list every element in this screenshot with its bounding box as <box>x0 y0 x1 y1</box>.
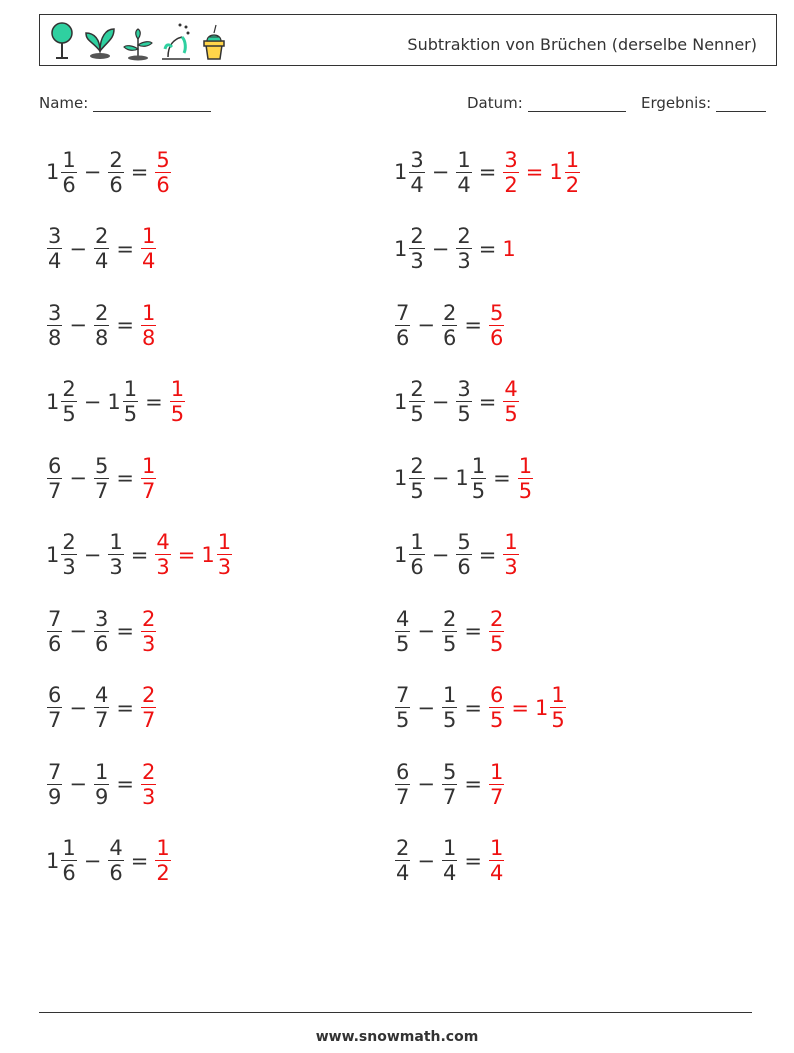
fraction <box>155 836 170 885</box>
numerator: 2 <box>141 606 156 631</box>
denominator: 5 <box>396 631 410 656</box>
denominator: 6 <box>457 555 471 579</box>
fraction <box>108 530 123 579</box>
denominator: 5 <box>62 402 76 426</box>
equals-sign: = <box>511 695 529 720</box>
denominator: 6 <box>48 631 62 656</box>
equals-sign: = <box>464 695 482 720</box>
problem <box>46 525 233 585</box>
numerator: 3 <box>410 147 424 172</box>
denominator: 8 <box>48 325 62 350</box>
problem <box>394 448 534 508</box>
fraction <box>489 836 504 885</box>
denominator: 3 <box>141 784 156 809</box>
name-field <box>39 94 211 112</box>
fraction <box>94 683 109 732</box>
minus-sign: − <box>431 389 450 414</box>
numerator: 6 <box>48 683 62 707</box>
fraction <box>442 760 457 809</box>
problem <box>394 525 520 585</box>
minus-sign: − <box>83 160 102 184</box>
denominator: 4 <box>442 861 457 885</box>
equals-sign: = <box>130 160 149 184</box>
fraction <box>503 377 518 426</box>
problem <box>46 142 172 202</box>
numerator: 3 <box>504 147 518 172</box>
denominator: 7 <box>48 478 62 503</box>
denominator: 4 <box>141 249 156 273</box>
equals-sign: = <box>116 619 134 643</box>
numerator: 1 <box>442 836 457 860</box>
fraction <box>489 301 504 350</box>
denominator: 3 <box>62 555 76 579</box>
whole-number: 1 <box>394 389 408 414</box>
problem <box>46 831 172 891</box>
denominator: 4 <box>489 861 504 885</box>
problem <box>394 831 505 891</box>
numerator: 2 <box>442 606 457 631</box>
minus-sign: − <box>431 466 450 490</box>
fraction <box>61 530 76 579</box>
denominator: 5 <box>489 708 504 732</box>
numerator: 2 <box>109 147 123 172</box>
fraction <box>395 301 410 350</box>
fraction <box>123 377 138 426</box>
fraction <box>94 607 109 656</box>
fraction <box>518 454 533 503</box>
denominator: 5 <box>396 708 410 732</box>
numerator: 2 <box>396 836 410 860</box>
fraction <box>442 683 457 732</box>
whole-number: 1 <box>455 466 469 490</box>
numerator: 2 <box>62 530 76 554</box>
fraction <box>503 148 518 197</box>
fraction <box>395 760 410 809</box>
numerator: 6 <box>489 683 504 707</box>
fraction <box>94 454 109 503</box>
numerator: 7 <box>48 759 62 784</box>
fraction <box>456 530 471 579</box>
minus-sign: − <box>417 695 435 720</box>
fraction <box>94 301 109 350</box>
problem <box>394 601 505 661</box>
numerator: 1 <box>94 759 109 784</box>
numerator: 5 <box>156 147 170 172</box>
equals-sign: = <box>478 389 497 414</box>
numerator: 1 <box>62 836 76 860</box>
equals-sign: = <box>116 772 134 796</box>
integer-value: 1 <box>502 236 516 261</box>
minus-sign: − <box>69 236 87 261</box>
numerator: 1 <box>141 300 156 325</box>
numerator: 4 <box>156 530 170 554</box>
numerator: 1 <box>156 836 170 860</box>
fraction <box>61 377 76 426</box>
fraction <box>155 148 170 197</box>
denominator: 6 <box>62 861 76 885</box>
numerator: 2 <box>141 759 156 784</box>
fraction <box>108 836 123 885</box>
denominator: 8 <box>94 325 109 350</box>
fraction <box>47 760 62 809</box>
denominator: 5 <box>410 402 424 426</box>
numerator: 5 <box>489 300 504 325</box>
equals-sign: = <box>116 466 134 490</box>
denominator: 7 <box>489 784 504 809</box>
denominator: 3 <box>156 555 170 579</box>
equals-sign: = <box>493 466 511 490</box>
denominator: 5 <box>410 478 424 503</box>
numerator: 7 <box>396 683 410 707</box>
numerator: 1 <box>504 530 518 554</box>
fraction <box>442 836 457 885</box>
problem <box>394 295 505 355</box>
date-field <box>467 94 626 112</box>
potted-plant-icon <box>198 19 230 63</box>
denominator: 4 <box>457 172 471 197</box>
equals-sign: = <box>525 160 544 184</box>
minus-sign: − <box>69 313 87 337</box>
whole-number: 1 <box>107 389 121 414</box>
fraction <box>47 454 62 503</box>
numerator: 1 <box>457 147 471 172</box>
numerator: 2 <box>410 377 424 401</box>
problem <box>46 754 157 814</box>
whole-number: 1 <box>394 466 408 490</box>
numerator: 3 <box>94 606 109 631</box>
whole-number: 1 <box>549 160 563 184</box>
name-label: Name: <box>39 94 89 112</box>
denominator: 6 <box>442 325 457 350</box>
tree-icon <box>46 19 78 63</box>
problem <box>46 372 186 432</box>
fraction <box>141 301 156 350</box>
numerator: 5 <box>442 759 457 784</box>
fraction <box>94 760 109 809</box>
fraction <box>108 148 123 197</box>
problem <box>394 678 567 738</box>
minus-sign: − <box>417 313 435 337</box>
numerator: 1 <box>141 224 156 248</box>
minus-sign: − <box>83 542 102 567</box>
numerator: 4 <box>94 683 109 707</box>
fraction <box>141 607 156 656</box>
denominator: 5 <box>489 631 504 656</box>
numerator: 1 <box>442 683 457 707</box>
minus-sign: − <box>417 848 435 873</box>
minus-sign: − <box>431 236 450 261</box>
numerator: 1 <box>471 453 486 478</box>
fraction <box>141 760 156 809</box>
numerator: 3 <box>457 377 471 401</box>
numerator: 1 <box>170 377 185 401</box>
numerator: 1 <box>489 759 504 784</box>
denominator: 6 <box>156 172 170 197</box>
fraction <box>409 530 424 579</box>
denominator: 4 <box>48 249 62 273</box>
equals-sign: = <box>478 236 497 261</box>
numerator: 7 <box>48 606 62 631</box>
numerator: 2 <box>457 224 471 248</box>
numerator: 4 <box>504 377 518 401</box>
denominator: 3 <box>109 555 123 579</box>
denominator: 6 <box>109 172 123 197</box>
problem <box>394 754 505 814</box>
numerator: 6 <box>48 453 62 478</box>
fraction <box>47 683 62 732</box>
fraction <box>550 683 565 732</box>
fraction <box>409 148 424 197</box>
equals-sign: = <box>478 160 497 184</box>
denominator: 9 <box>48 784 62 809</box>
minus-sign: − <box>83 389 102 414</box>
problem <box>46 601 157 661</box>
denominator: 7 <box>141 478 156 503</box>
denominator: 5 <box>457 402 471 426</box>
fraction <box>395 836 410 885</box>
problem <box>46 678 157 738</box>
minus-sign: − <box>69 695 87 720</box>
fraction <box>395 683 410 732</box>
denominator: 5 <box>518 478 533 503</box>
equals-sign: = <box>177 542 196 567</box>
fraction <box>456 224 471 273</box>
denominator: 6 <box>62 172 76 197</box>
denominator: 7 <box>48 708 62 732</box>
numerator: 3 <box>48 300 62 325</box>
denominator: 7 <box>94 708 109 732</box>
denominator: 6 <box>94 631 109 656</box>
denominator: 5 <box>471 478 486 503</box>
denominator: 2 <box>565 172 580 197</box>
denominator: 6 <box>489 325 504 350</box>
fraction <box>503 530 518 579</box>
date-line[interactable] <box>528 95 626 112</box>
numerator: 5 <box>94 453 109 478</box>
fraction <box>442 607 457 656</box>
equals-sign: = <box>464 848 482 873</box>
denominator: 2 <box>156 861 170 885</box>
result-line[interactable] <box>716 95 766 112</box>
equals-sign: = <box>116 236 134 261</box>
fraction <box>141 683 156 732</box>
fraction <box>61 148 76 197</box>
sprout-icon <box>84 19 116 63</box>
denominator: 3 <box>217 555 232 579</box>
numerator: 1 <box>217 530 232 554</box>
numerator: 2 <box>410 453 424 478</box>
footer-divider <box>39 1012 752 1013</box>
denominator: 5 <box>123 402 138 426</box>
numerator: 2 <box>62 377 76 401</box>
result-field <box>641 94 766 112</box>
whole-number: 1 <box>394 236 408 261</box>
denominator: 3 <box>141 631 156 656</box>
whole-number: 1 <box>394 542 408 567</box>
fraction <box>489 760 504 809</box>
denominator: 7 <box>442 784 457 809</box>
numerator: 2 <box>489 606 504 631</box>
fraction <box>94 224 109 273</box>
equals-sign: = <box>130 848 149 873</box>
name-line[interactable] <box>93 95 211 112</box>
equals-sign: = <box>130 542 149 567</box>
whole-number: 1 <box>46 542 60 567</box>
denominator: 5 <box>170 402 185 426</box>
problem <box>394 372 520 432</box>
denominator: 3 <box>410 249 424 273</box>
whole-number: 1 <box>534 695 549 720</box>
fraction <box>395 607 410 656</box>
numerator: 1 <box>565 147 580 172</box>
problem <box>46 295 157 355</box>
fraction <box>565 148 580 197</box>
denominator: 2 <box>504 172 518 197</box>
worksheet-header <box>39 14 777 66</box>
minus-sign: − <box>431 542 450 567</box>
denominator: 4 <box>396 861 410 885</box>
equals-sign: = <box>478 542 497 567</box>
watering-plant-icon <box>160 19 192 63</box>
denominator: 9 <box>94 784 109 809</box>
problem <box>394 142 581 202</box>
numerator: 2 <box>442 300 457 325</box>
numerator: 6 <box>396 759 410 784</box>
numerator: 1 <box>518 453 533 478</box>
minus-sign: − <box>69 772 87 796</box>
worksheet-title: Subtraktion von Brüchen (derselbe Nenner) <box>407 35 757 54</box>
seedling-icon <box>122 19 154 63</box>
denominator: 4 <box>94 249 109 273</box>
fraction <box>409 377 424 426</box>
numerator: 2 <box>410 224 424 248</box>
fraction <box>409 454 424 503</box>
denominator: 7 <box>141 708 156 732</box>
plant-icons <box>46 19 230 63</box>
denominator: 7 <box>94 478 109 503</box>
numerator: 5 <box>457 530 471 554</box>
equals-sign: = <box>145 389 163 414</box>
fraction <box>141 454 156 503</box>
numerator: 2 <box>94 224 109 248</box>
denominator: 8 <box>141 325 156 350</box>
whole-number: 1 <box>46 389 60 414</box>
minus-sign: − <box>417 619 435 643</box>
fraction <box>61 836 76 885</box>
denominator: 3 <box>504 555 518 579</box>
minus-sign: − <box>83 848 102 873</box>
fraction <box>217 530 232 579</box>
equals-sign: = <box>464 772 482 796</box>
fraction <box>456 148 471 197</box>
numerator: 1 <box>410 530 424 554</box>
numerator: 4 <box>109 836 123 860</box>
equals-sign: = <box>116 313 134 337</box>
numerator: 1 <box>62 147 76 172</box>
whole-number: 1 <box>201 542 215 567</box>
fraction <box>409 224 424 273</box>
date-label: Datum: <box>467 94 523 112</box>
fraction <box>47 224 62 273</box>
denominator: 4 <box>410 172 424 197</box>
whole-number: 1 <box>46 848 60 873</box>
numerator: 1 <box>489 836 504 860</box>
problem <box>46 448 157 508</box>
denominator: 5 <box>504 402 518 426</box>
minus-sign: − <box>69 619 87 643</box>
denominator: 5 <box>442 631 457 656</box>
fraction <box>471 454 486 503</box>
numerator: 1 <box>109 530 123 554</box>
equals-sign: = <box>464 619 482 643</box>
denominator: 6 <box>396 325 410 350</box>
denominator: 5 <box>442 708 457 732</box>
footer-url: www.snowmath.com <box>315 1029 479 1045</box>
problem <box>46 219 157 279</box>
whole-number: 1 <box>394 160 408 184</box>
denominator: 5 <box>551 708 565 732</box>
fraction <box>456 377 471 426</box>
equals-sign: = <box>464 313 482 337</box>
numerator: 3 <box>48 224 62 248</box>
fraction <box>489 607 504 656</box>
fraction <box>47 607 62 656</box>
denominator: 6 <box>109 861 123 885</box>
minus-sign: − <box>431 160 450 184</box>
numerator: 2 <box>141 683 156 707</box>
equals-sign: = <box>116 695 134 720</box>
fraction <box>442 301 457 350</box>
minus-sign: − <box>69 466 87 490</box>
numerator: 7 <box>396 300 410 325</box>
minus-sign: − <box>417 772 435 796</box>
result-label: Ergebnis: <box>641 94 712 112</box>
numerator: 4 <box>396 606 410 631</box>
problem <box>394 219 516 279</box>
numerator: 1 <box>551 683 565 707</box>
whole-number: 1 <box>46 160 60 184</box>
fraction <box>155 530 170 579</box>
fraction <box>489 683 504 732</box>
fraction <box>47 301 62 350</box>
denominator: 3 <box>457 249 471 273</box>
denominator: 7 <box>396 784 410 809</box>
numerator: 2 <box>94 300 109 325</box>
fraction <box>141 224 156 273</box>
denominator: 6 <box>410 555 424 579</box>
fraction <box>170 377 185 426</box>
numerator: 1 <box>141 453 156 478</box>
numerator: 1 <box>123 377 138 401</box>
